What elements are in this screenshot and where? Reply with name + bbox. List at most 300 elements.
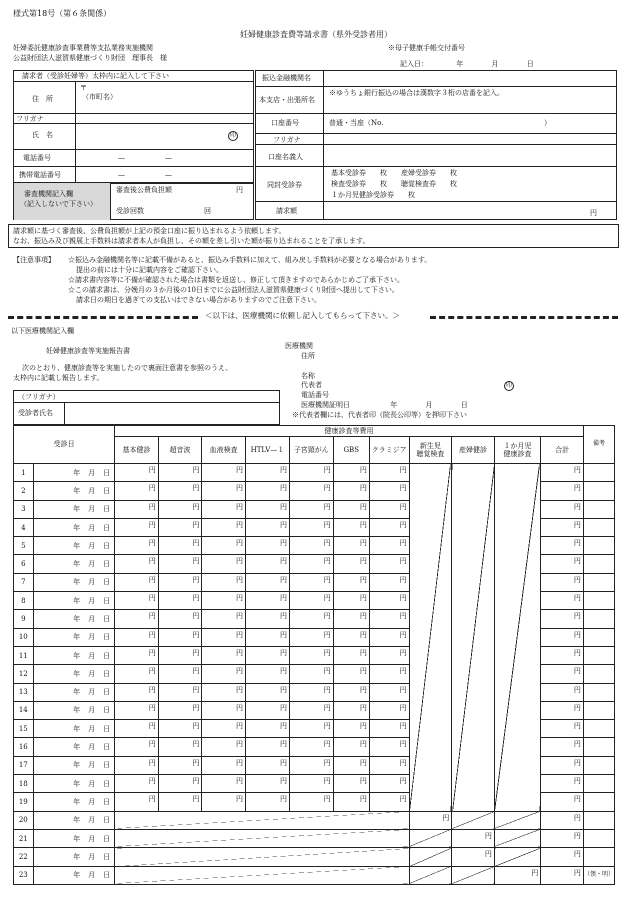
cut-line-left <box>8 316 198 319</box>
visit-date-month: 月 <box>88 578 96 587</box>
visit-date-cell[interactable] <box>33 793 115 811</box>
cost-cell[interactable] <box>290 537 334 555</box>
yen-unit: 円 <box>399 740 407 749</box>
cost-cell[interactable] <box>245 701 289 719</box>
visit-date-cell[interactable] <box>33 665 115 683</box>
visit-date-year: 年 <box>73 615 81 623</box>
yen-unit: 円 <box>192 777 200 786</box>
remarks-cell[interactable] <box>583 592 614 610</box>
cost-cell[interactable] <box>115 738 159 756</box>
cost-cell[interactable] <box>158 628 202 646</box>
yen-unit: 円 <box>280 667 288 676</box>
cost-cell[interactable] <box>202 592 246 610</box>
visit-date-day: 日 <box>103 596 111 605</box>
cost-cell[interactable] <box>245 537 289 555</box>
cost-cell[interactable] <box>333 482 369 500</box>
column-header-3: 血液検査 <box>202 437 246 464</box>
mobile-label: 携帯電話番号 <box>19 171 61 179</box>
cost-cell[interactable] <box>115 482 159 500</box>
total-cell[interactable] <box>541 848 584 866</box>
cost-cell[interactable] <box>158 646 202 664</box>
yen-unit: 円 <box>323 795 331 804</box>
postnatal-cell[interactable] <box>452 848 495 866</box>
visit-date-year: 年 <box>73 816 81 825</box>
yen-unit: 円 <box>359 758 367 767</box>
cost-cell[interactable] <box>290 482 334 500</box>
visit-date-day: 日 <box>103 761 111 770</box>
total-cell[interactable] <box>541 811 584 829</box>
cost-cell[interactable] <box>290 500 334 518</box>
cost-cell[interactable] <box>115 518 159 536</box>
remarks-cell[interactable] <box>583 701 614 719</box>
cost-cell[interactable] <box>290 646 334 664</box>
visit-date-day: 日 <box>103 669 111 678</box>
cost-cell[interactable] <box>202 628 246 646</box>
newborn-hearing-header: 新生児 聴覚検査 <box>409 437 452 464</box>
visit-date-cell[interactable] <box>33 866 115 884</box>
remarks-cell[interactable] <box>583 738 614 756</box>
row-number: 5 <box>14 537 34 555</box>
cost-cell[interactable] <box>115 537 159 555</box>
cost-cell[interactable] <box>369 482 409 500</box>
visit-date-cell[interactable] <box>33 775 115 793</box>
visit-date-cell[interactable] <box>33 646 115 664</box>
cost-cell[interactable] <box>333 683 369 701</box>
cost-cell[interactable] <box>369 683 409 701</box>
total-cell[interactable] <box>541 720 584 738</box>
remarks-cell[interactable] <box>583 464 614 482</box>
cost-cell[interactable] <box>369 738 409 756</box>
visit-date-day: 日 <box>103 486 111 495</box>
cost-cell[interactable] <box>202 500 246 518</box>
postnatal-cell <box>452 464 495 812</box>
claimant-header: 請求者（受診妊婦等）太枠内に記入して下さい <box>22 72 169 80</box>
cost-cell[interactable] <box>115 683 159 701</box>
yen-unit: 円 <box>573 484 581 493</box>
visit-date-month: 月 <box>88 761 96 770</box>
cost-cell[interactable] <box>333 555 369 573</box>
total-cell[interactable] <box>541 665 584 683</box>
visit-date-month: 月 <box>88 523 96 532</box>
cost-cell[interactable] <box>158 756 202 774</box>
claim-amount-label: 請求額 <box>276 207 297 215</box>
cost-cell[interactable] <box>115 628 159 646</box>
cost-cell[interactable] <box>158 555 202 573</box>
cost-cell[interactable] <box>245 500 289 518</box>
visit-date-cell[interactable] <box>33 683 115 701</box>
one-month-cell <box>494 811 540 829</box>
remarks-cell[interactable] <box>583 811 614 829</box>
total-cell[interactable] <box>541 518 584 536</box>
cost-cell[interactable] <box>115 775 159 793</box>
cost-cell[interactable] <box>369 775 409 793</box>
cost-cell[interactable] <box>158 500 202 518</box>
branch-note: ※ゆうちょ銀行振込の場合は漢数字３桁の店番を記入。 <box>329 89 504 97</box>
yen-unit: 円 <box>148 795 156 804</box>
visit-date-year: 年 <box>73 871 81 880</box>
newborn-hearing-cell <box>409 829 452 847</box>
total-cell[interactable] <box>541 683 584 701</box>
row-number: 23 <box>14 866 34 884</box>
cost-cell[interactable] <box>290 665 334 683</box>
cost-cell[interactable] <box>115 701 159 719</box>
name-label: 氏 名 <box>32 131 53 139</box>
cost-cell[interactable] <box>202 518 246 536</box>
cost-cell[interactable] <box>115 610 159 628</box>
cost-cell[interactable] <box>202 665 246 683</box>
cost-cell[interactable] <box>290 628 334 646</box>
yen-unit: 円 <box>280 777 288 786</box>
cost-cell[interactable] <box>369 610 409 628</box>
cost-cell[interactable] <box>369 555 409 573</box>
cost-cell[interactable] <box>115 555 159 573</box>
total-cell[interactable] <box>541 610 584 628</box>
cost-cell[interactable] <box>333 738 369 756</box>
cost-cell[interactable] <box>369 500 409 518</box>
cost-cell[interactable] <box>245 775 289 793</box>
visit-date-cell[interactable] <box>33 573 115 591</box>
cost-cell[interactable] <box>245 738 289 756</box>
yen-unit: 円 <box>148 740 156 749</box>
visit-date-cell[interactable] <box>33 464 115 482</box>
yen-unit: 円 <box>442 813 450 822</box>
cost-cell[interactable] <box>245 720 289 738</box>
table-row <box>14 848 615 866</box>
cost-cell[interactable] <box>202 646 246 664</box>
yen-unit: 円 <box>235 648 243 657</box>
newborn-hearing-cell[interactable] <box>409 811 452 829</box>
remarks-cell[interactable]: （領・明） <box>583 866 614 884</box>
cost-cell[interactable] <box>245 482 289 500</box>
cost-cell[interactable] <box>245 610 289 628</box>
cost-cell[interactable] <box>369 646 409 664</box>
cost-cell[interactable] <box>290 701 334 719</box>
yen-unit: 円 <box>148 667 156 676</box>
cost-cell[interactable] <box>290 756 334 774</box>
cost-cell[interactable] <box>290 720 334 738</box>
yen-unit: 円 <box>235 520 243 529</box>
total-cell[interactable] <box>541 775 584 793</box>
visit-date-cell[interactable] <box>33 482 115 500</box>
cost-cell[interactable] <box>115 756 159 774</box>
visit-date-day: 日 <box>103 797 111 806</box>
cost-cell[interactable] <box>333 665 369 683</box>
cost-cell[interactable] <box>202 537 246 555</box>
cost-cell[interactable] <box>158 793 202 811</box>
yen-unit: 円 <box>359 777 367 786</box>
cut-line-right <box>430 316 618 319</box>
cost-cell[interactable] <box>369 628 409 646</box>
cost-cell[interactable] <box>369 720 409 738</box>
cost-cell[interactable] <box>245 793 289 811</box>
yen-unit: 円 <box>280 502 288 511</box>
postnatal-header: 産婦健診 <box>452 437 495 464</box>
cost-cell[interactable] <box>158 665 202 683</box>
total-cell[interactable] <box>541 701 584 719</box>
total-cell[interactable] <box>541 866 584 884</box>
visit-date-cell[interactable] <box>33 756 115 774</box>
visit-date-cell[interactable] <box>33 555 115 573</box>
cost-cell[interactable] <box>158 518 202 536</box>
cost-cell[interactable] <box>333 756 369 774</box>
cost-cell[interactable] <box>202 610 246 628</box>
total-cell[interactable] <box>541 500 584 518</box>
cost-cell[interactable] <box>290 573 334 591</box>
cost-cell[interactable] <box>202 701 246 719</box>
visit-date-cell[interactable] <box>33 628 115 646</box>
cost-cell[interactable] <box>158 775 202 793</box>
yen-unit: 円 <box>323 703 331 712</box>
visit-date-year: 年 <box>73 779 81 788</box>
yen-unit: 円 <box>192 484 200 493</box>
cost-cell[interactable] <box>202 573 246 591</box>
cost-cell[interactable] <box>290 592 334 610</box>
visit-date-month: 月 <box>88 816 96 825</box>
remarks-cell[interactable] <box>583 573 614 591</box>
cost-cell[interactable] <box>290 555 334 573</box>
yen-unit: 円 <box>573 722 581 731</box>
remarks-cell[interactable] <box>583 665 614 683</box>
column-header-6: GBS <box>333 437 369 464</box>
cost-cell[interactable] <box>290 775 334 793</box>
remarks-cell[interactable] <box>583 829 614 847</box>
cost-cell[interactable] <box>115 573 159 591</box>
yen-unit: 円 <box>280 795 288 804</box>
postnatal-cell[interactable] <box>452 829 495 847</box>
entry-date[interactable] <box>400 60 534 68</box>
cost-cell[interactable] <box>245 756 289 774</box>
cost-cell[interactable] <box>158 482 202 500</box>
remarks-cell[interactable] <box>583 756 614 774</box>
cost-cell[interactable] <box>202 555 246 573</box>
yen-unit: 円 <box>359 484 367 493</box>
cost-cell[interactable] <box>115 592 159 610</box>
cost-cell[interactable] <box>202 482 246 500</box>
cost-cell[interactable] <box>369 793 409 811</box>
cost-cell[interactable] <box>115 646 159 664</box>
cost-cell[interactable] <box>333 518 369 536</box>
cost-cell[interactable] <box>115 793 159 811</box>
cost-cell[interactable] <box>158 592 202 610</box>
visit-date-cell[interactable] <box>33 829 115 847</box>
cost-cell[interactable] <box>369 665 409 683</box>
visit-date-day: 日 <box>103 560 111 569</box>
visit-date-year: 年 <box>73 852 81 861</box>
remarks-cell[interactable] <box>583 500 614 518</box>
remarks-cell[interactable] <box>583 555 614 573</box>
cost-cell[interactable] <box>158 701 202 719</box>
yen-unit: 円 <box>399 795 407 804</box>
yen-unit: 円 <box>323 740 331 749</box>
total-cell[interactable] <box>541 829 584 847</box>
remarks-cell[interactable] <box>583 610 614 628</box>
remarks-cell[interactable] <box>583 683 614 701</box>
visit-date-cell[interactable] <box>33 592 115 610</box>
cost-cell[interactable] <box>369 573 409 591</box>
cost-cell[interactable] <box>158 738 202 756</box>
visit-date-year: 年 <box>73 596 81 605</box>
cost-cell[interactable] <box>158 537 202 555</box>
cost-cell[interactable] <box>158 683 202 701</box>
total-cell[interactable] <box>541 537 584 555</box>
row-number: 10 <box>14 628 34 646</box>
total-cell[interactable] <box>541 592 584 610</box>
cost-cell[interactable] <box>333 720 369 738</box>
visit-date-cell[interactable] <box>33 518 115 536</box>
row-number: 19 <box>14 793 34 811</box>
cost-cell[interactable] <box>333 537 369 555</box>
cost-cell[interactable] <box>158 573 202 591</box>
total-cell[interactable] <box>541 646 584 664</box>
cost-cell[interactable] <box>369 537 409 555</box>
visit-date-year: 年 <box>73 743 81 752</box>
phone-dash-1: — <box>118 154 125 162</box>
total-cell[interactable] <box>541 793 584 811</box>
cost-cell[interactable] <box>115 500 159 518</box>
total-cell[interactable] <box>541 628 584 646</box>
column-header-1: 基本健診 <box>115 437 159 464</box>
visit-date-year: 年 <box>73 834 81 843</box>
cost-cell[interactable] <box>369 518 409 536</box>
cost-cell[interactable] <box>245 665 289 683</box>
cost-cell[interactable] <box>333 793 369 811</box>
total-cell[interactable] <box>541 756 584 774</box>
cost-cell[interactable] <box>290 683 334 701</box>
total-cell[interactable] <box>541 555 584 573</box>
yen-unit: 円 <box>280 520 288 529</box>
remarks-cell[interactable] <box>583 848 614 866</box>
cost-cell[interactable] <box>290 464 334 482</box>
yen-unit: 円 <box>192 557 200 566</box>
exam-rows <box>14 464 615 885</box>
visit-date-year: 年 <box>73 633 81 642</box>
visit-date-day: 日 <box>103 651 111 660</box>
cost-cell[interactable] <box>369 464 409 482</box>
cost-cell[interactable] <box>202 756 246 774</box>
cost-cell[interactable] <box>245 628 289 646</box>
visit-date-year: 年 <box>73 797 81 806</box>
total-cell[interactable] <box>541 738 584 756</box>
visit-date-month: 月 <box>88 834 96 843</box>
cost-cell[interactable] <box>245 518 289 536</box>
cost-cell[interactable] <box>333 464 369 482</box>
visits-unit: 回 <box>204 207 211 215</box>
cost-cell[interactable] <box>290 610 334 628</box>
cost-cell[interactable] <box>333 610 369 628</box>
row-number: 21 <box>14 829 34 847</box>
cost-cell[interactable] <box>202 683 246 701</box>
yen-unit: 円 <box>359 630 367 639</box>
cost-cell[interactable] <box>290 793 334 811</box>
visit-date-cell[interactable] <box>33 610 115 628</box>
remarks-cell[interactable] <box>583 646 614 664</box>
visit-date-cell[interactable] <box>33 500 115 518</box>
cost-cell[interactable] <box>245 555 289 573</box>
cost-cell[interactable] <box>333 592 369 610</box>
row-number: 3 <box>14 500 34 518</box>
cost-cell[interactable] <box>369 701 409 719</box>
cost-cell[interactable] <box>158 464 202 482</box>
visit-date-day: 日 <box>103 505 111 514</box>
remarks-header: 備考 <box>583 426 614 464</box>
visit-date-cell[interactable] <box>33 537 115 555</box>
city-label: （市町名） <box>82 93 117 101</box>
cost-cell[interactable] <box>202 720 246 738</box>
remarks-cell[interactable] <box>583 793 614 811</box>
cost-cell[interactable] <box>369 756 409 774</box>
cost-cell[interactable] <box>115 665 159 683</box>
yen-unit: 円 <box>280 594 288 603</box>
cost-cell[interactable] <box>245 646 289 664</box>
total-cell[interactable] <box>541 464 584 482</box>
yen-unit: 円 <box>235 685 243 694</box>
cost-cell[interactable] <box>333 646 369 664</box>
cost-cell[interactable] <box>333 775 369 793</box>
row-number: 1 <box>14 464 34 482</box>
row-number: 14 <box>14 701 34 719</box>
total-cell[interactable] <box>541 482 584 500</box>
one-month-cell[interactable] <box>494 866 540 884</box>
visit-date-cell[interactable] <box>33 811 115 829</box>
cost-cell[interactable] <box>115 720 159 738</box>
cost-cell[interactable] <box>202 738 246 756</box>
cost-cell[interactable] <box>245 592 289 610</box>
yen-unit: 円 <box>148 703 156 712</box>
visit-date-cell[interactable] <box>33 738 115 756</box>
cost-cell[interactable] <box>290 518 334 536</box>
yen-unit: 円 <box>192 758 200 767</box>
visit-date-cell[interactable] <box>33 701 115 719</box>
visit-date-year: 年 <box>73 706 81 715</box>
yen-unit: 円 <box>192 466 200 474</box>
cost-cell[interactable] <box>333 573 369 591</box>
cost-cell[interactable] <box>333 701 369 719</box>
visit-date-cell[interactable] <box>33 720 115 738</box>
yen-unit: 円 <box>235 795 243 804</box>
remarks-cell[interactable] <box>583 518 614 536</box>
visit-date-month: 月 <box>88 797 96 806</box>
yen-unit: 円 <box>399 594 407 603</box>
cost-cell[interactable] <box>333 500 369 518</box>
cost-cell[interactable] <box>245 573 289 591</box>
cost-cell[interactable] <box>202 775 246 793</box>
yen-unit: 円 <box>235 466 243 474</box>
cert-date <box>301 401 468 409</box>
remarks-cell[interactable] <box>583 775 614 793</box>
yen-unit: 円 <box>148 758 156 767</box>
remarks-cell[interactable] <box>583 720 614 738</box>
cost-cell[interactable] <box>245 683 289 701</box>
remarks-cell[interactable] <box>583 482 614 500</box>
cost-cell[interactable] <box>369 592 409 610</box>
cost-cell[interactable] <box>158 610 202 628</box>
visit-date-cell[interactable] <box>33 848 115 866</box>
cost-cell[interactable] <box>290 738 334 756</box>
visit-date-day: 日 <box>103 688 111 697</box>
cost-cell[interactable] <box>158 720 202 738</box>
cost-cell[interactable] <box>202 464 246 482</box>
yen-unit: 円 <box>235 630 243 639</box>
cost-cell[interactable] <box>202 793 246 811</box>
cert-label: 医療機関証明日 <box>301 401 350 409</box>
remarks-cell[interactable] <box>583 537 614 555</box>
remarks-cell[interactable] <box>583 628 614 646</box>
cost-cell[interactable] <box>115 464 159 482</box>
cost-cell[interactable] <box>245 464 289 482</box>
report-line-1: 次のとおり、健康診査等を実施したので裏面注意書を参照のうえ、 <box>22 364 233 372</box>
total-cell[interactable] <box>541 573 584 591</box>
cost-cell[interactable] <box>333 628 369 646</box>
